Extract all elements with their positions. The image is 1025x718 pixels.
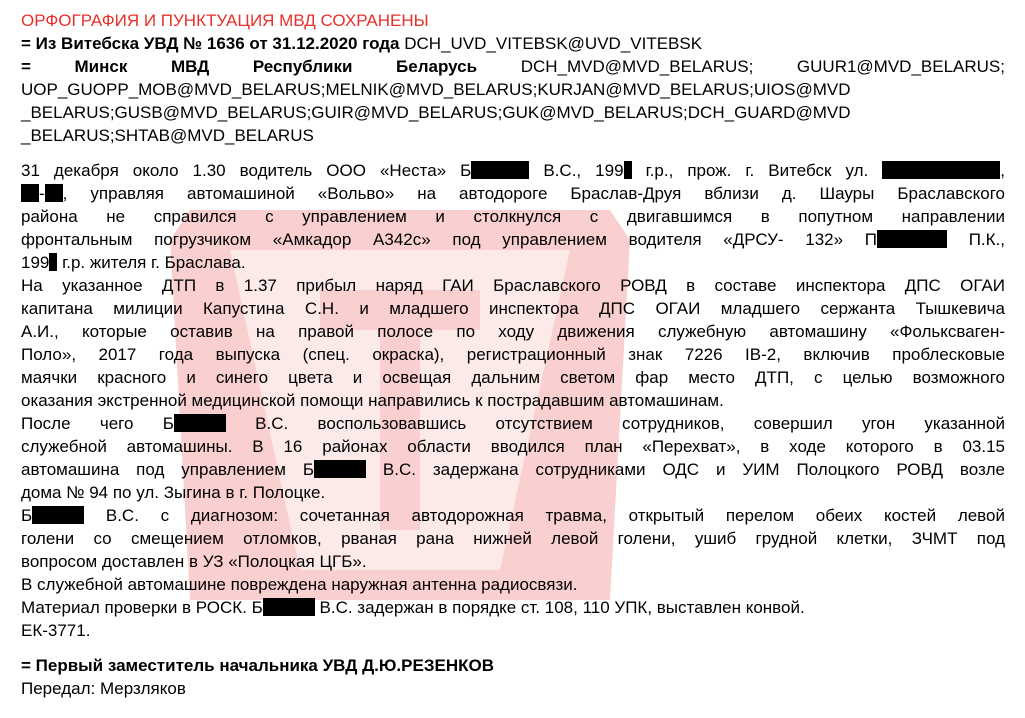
body-line [21, 504, 1005, 527]
body-line: оказания экстренной медицинской помощи направились к пострадавшим автомашинам. [21, 391, 724, 410]
text-run: В.С. воспользовавшись отсутствием сотрудников, совершил угон указанной [255, 414, 1005, 433]
document-title: ОРФОГРАФИЯ И ПУНКТУАЦИЯ МВД СОХРАНЕНЫ [21, 11, 429, 30]
recipient-addresses-3: _BELARUS;GUSB@MVD_BELARUS;GUIR@MVD_BELARUS;GUK@MVD_BELARUS;DCH_GUARD@MVD [21, 103, 851, 122]
body-line [21, 458, 1005, 481]
recipient-addresses-4: _BELARUS;SHTAB@MVD_BELARUS [21, 126, 314, 145]
recipient-label: = Минск МВД Республики Беларусь [21, 57, 478, 76]
text-run: 31 декабря около 1.30 водитель ООО «Неста» Б [21, 161, 472, 180]
body-line: маячки красного и синего цвета и освещая дальним светом фар место ДТП, с целью возможного [21, 368, 1005, 387]
body-line: служебной автомашины. В 16 районах области вводился план «Перехват», в ходе которого в 03.15 [21, 437, 1005, 456]
body-line: ЕК-3771. [21, 621, 91, 640]
redaction [45, 184, 63, 202]
body-line: дома № 94 по ул. Зыгина в г. Полоцке. [21, 483, 326, 502]
text-run: В.С. задержан в порядке ст. 108, 110 УПК, выставлен конвой. [319, 598, 805, 617]
recipient-line [21, 55, 1005, 78]
text-run: В.С. задержана сотрудниками ОДС и УИМ Полоцкого РОВД возле [382, 460, 1005, 479]
text-run: фронтальным погрузчиком «Амкадор А342с» под управлением водителя «ДРСУ- 132» П [21, 230, 877, 249]
body-line: Поло», 2017 года выпуска (спец. окраска), регистрационный знак 7226 IB-2, включив проблесковые [21, 345, 1005, 364]
text-run: Б [21, 506, 33, 525]
text-run: , [1000, 161, 1005, 180]
text-run: автомашина под управлением Б [21, 460, 315, 479]
redaction [174, 414, 226, 432]
text-run: , управляя автомашиной «Вольво» на автодороге Браслав-Друя вблизи д. Шауры Браславского [62, 184, 1005, 203]
text-run: П.К., [968, 230, 1005, 249]
body-line [21, 596, 1005, 619]
text-run: В.С., 199 [543, 161, 624, 180]
body-line: района не справился с управлением и столкнулся с двигавшимся в попутном направлении [21, 207, 1005, 226]
redaction [314, 460, 366, 478]
body-line: голени со смещением отломков, рваная рана нижней левой голени, ушиб грудной клетки, ЗЧМТ под [21, 529, 1005, 548]
sender-address: DCH_UVD_VITEBSK@UVD_VITEBSK [404, 34, 703, 53]
body-line: А.И., которые оставив на правой полосе по ходу движения служебную автомашину «Фольксваген- [21, 322, 1005, 341]
body-line [21, 412, 1005, 435]
document [21, 9, 1005, 700]
body-line [21, 228, 1005, 251]
body-line [21, 159, 1005, 182]
body-line: В служебной автомашине повреждена наружная антенна радиосвязи. [21, 575, 578, 594]
sender-label: = Из Витебска УВД № 1636 от 31.12.2020 года [21, 34, 400, 53]
body-line [21, 182, 1005, 205]
redaction [21, 184, 39, 202]
recipient-addresses-2: UOP_GUOPP_MOB@MVD_BELARUS;MELNIK@MVD_BELARUS;KURJAN@MVD_BELARUS;UIOS@MVD [21, 80, 851, 99]
redaction [882, 161, 1000, 179]
sent-by-line: Передал: Мерзляков [21, 679, 186, 698]
body-line [21, 251, 1005, 274]
text-run: Материал проверки в РОСК. Б [21, 598, 263, 617]
body-line: вопросом доставлен в УЗ «Полоцкая ЦГБ». [21, 552, 367, 571]
redaction [263, 598, 315, 616]
redaction [471, 161, 529, 179]
body-line: На указанное ДТП в 1.37 прибыл наряд ГАИ Браславского РОВД в составе инспектора ДПС ОГАИ [21, 276, 1005, 295]
text-run: - [39, 184, 45, 203]
text-run: После чего Б [21, 414, 174, 433]
body-line: капитана милиции Капустина С.Н. и младшего инспектора ДПС ОГАИ младшего сержанта Тышкевича [21, 299, 1005, 318]
text-run: В.С. с диагнозом: сочетанная автодорожная травма, открытый перелом обеих костей левой [105, 506, 1005, 525]
redaction [32, 506, 84, 524]
signer-line: = Первый заместитель начальника УВД Д.Ю.РЕЗЕНКОВ [21, 656, 494, 675]
sender-line [21, 32, 1005, 55]
redaction [624, 161, 632, 179]
text-run: 199 [21, 253, 50, 272]
redaction [49, 253, 57, 271]
recipient-addresses: DCH_MVD@MVD_BELARUS; GUUR1@MVD_BELARUS; [520, 57, 1005, 76]
text-run: г.р., прож. г. Витебск ул. [645, 161, 869, 180]
redaction [877, 230, 947, 248]
text-run: г.р. жителя г. Браслава. [62, 253, 246, 272]
